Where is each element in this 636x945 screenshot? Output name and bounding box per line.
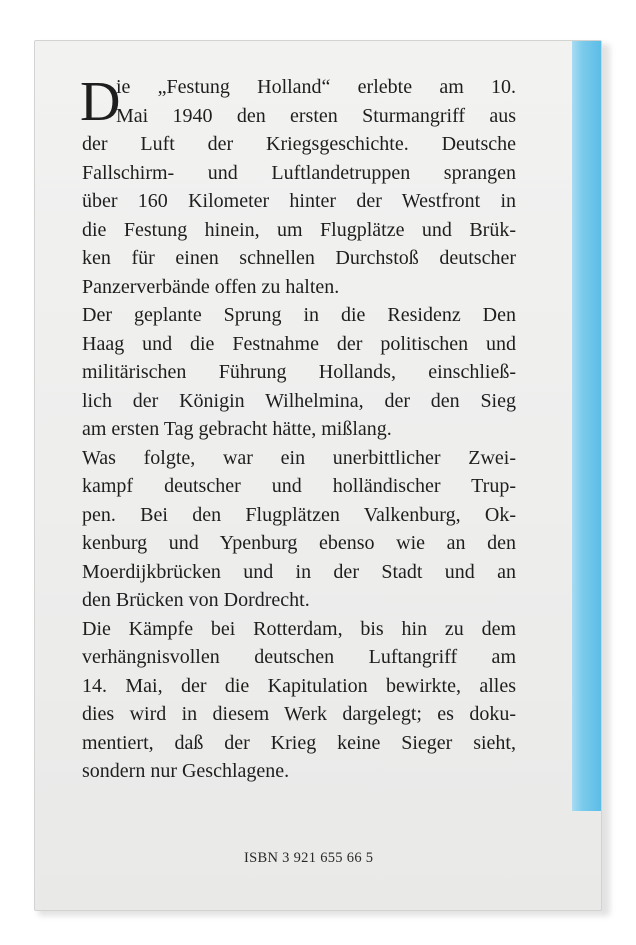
text-line: mentiert, daß der Krieg keine Sieger sieht, (82, 731, 516, 754)
isbn-number: ISBN 3 921 655 66 5 (244, 850, 374, 866)
text-line: Die Kämpfe bei Rotterdam, bis hin zu dem (82, 617, 516, 640)
text-line: verhängnisvollen deutschen Luftangriff am (82, 646, 516, 668)
text-line: die Festung hinein, um Flugplätze und Brük- (82, 218, 516, 241)
paragraph-2 (82, 301, 516, 444)
text-line: Fallschirm- und Luftlandetruppen sprangen (82, 161, 516, 184)
text-line: Was folgte, war ein unerbittlicher Zwei- (82, 446, 516, 469)
text-line: dies wird in diesem Werk dargelegt; es doku- (82, 703, 516, 725)
blue-spine-stripe (572, 41, 601, 811)
text-line: militärischen Führung Hollands, einschließ- (82, 361, 516, 383)
text-line: kampf deutscher und holländischer Trup- (82, 475, 516, 497)
paragraph-3 (82, 444, 516, 615)
text-line: Mai 1940 den ersten Sturmangriff aus (116, 104, 516, 127)
blurb-text (82, 73, 516, 786)
text-line: ie „Festung Holland“ erlebte am 10. (116, 76, 516, 98)
text-line: ken für einen schnellen Durchstoß deutscher (82, 247, 516, 269)
text-line: pen. Bei den Flugplätzen Valkenburg, Ok- (82, 503, 516, 526)
text-line: Panzerverbände offen zu halten. (82, 275, 340, 298)
paragraph-1 (82, 73, 516, 301)
text-line: sondern nur Geschlagene. (82, 760, 290, 782)
text-line: am ersten Tag gebracht hätte, mißlang. (82, 418, 392, 440)
text-line: kenburg und Ypenburg ebenso wie an den (82, 532, 516, 554)
text-line: lich der Königin Wilhelmina, der den Sieg (82, 389, 516, 412)
text-line: über 160 Kilometer hinter der Westfront in (82, 190, 516, 212)
text-line: Moerdijkbrücken und in der Stadt und an (82, 560, 516, 583)
text-line: der Luft der Kriegsgeschichte. Deutsche (82, 133, 516, 155)
drop-cap-letter: D (80, 71, 121, 133)
text-line: 14. Mai, der die Kapitulation bewirkte, alles (82, 674, 516, 697)
paragraph-4 (82, 615, 516, 786)
text-line: den Brücken von Dordrecht. (82, 589, 310, 611)
text-line: Haag und die Festnahme der politischen und (82, 332, 516, 355)
text-line: Der geplante Sprung in die Residenz Den (82, 304, 516, 326)
